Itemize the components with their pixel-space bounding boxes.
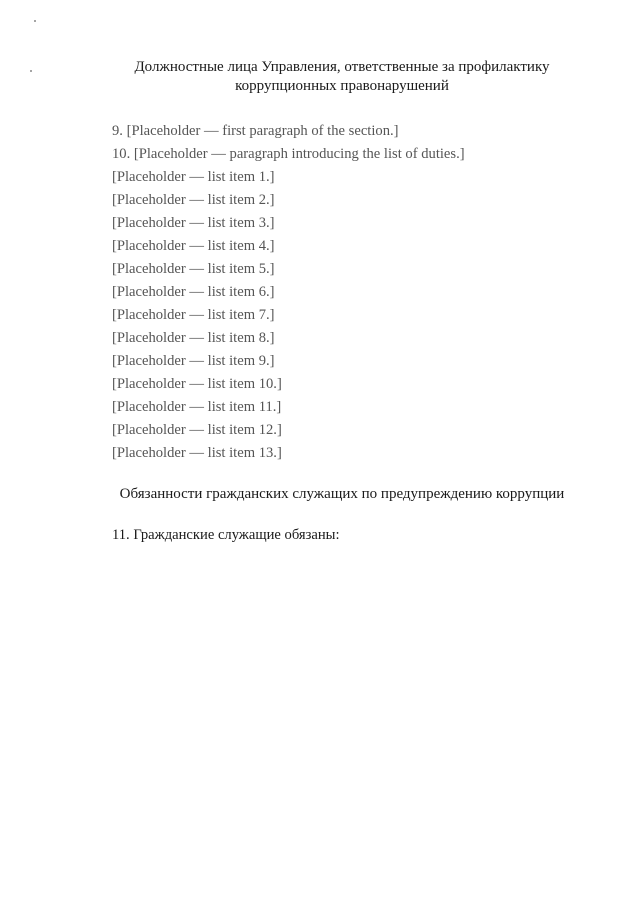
paragraph: [Placeholder — list item 1.] <box>112 169 275 185</box>
paragraph: [Placeholder — list item 10.] <box>112 376 282 392</box>
paragraph: [Placeholder — list item 6.] <box>112 284 275 300</box>
paragraph: [Placeholder — list item 11.] <box>112 399 282 415</box>
section-heading-officials: Должностные лица Управления, ответственные за профилактику коррупционных правонарушений <box>134 59 550 94</box>
paragraph-11: 11. Гражданские служащие обязаны: <box>112 527 340 543</box>
section-heading-duties: Обязанности гражданских служащих по предупреждению коррупции <box>119 486 565 502</box>
scan-speck <box>34 20 36 22</box>
paragraph: [Placeholder — list item 9.] <box>112 353 275 369</box>
paragraph: 10. [Placeholder — paragraph introducing the list of duties.] <box>112 146 465 162</box>
paragraph-list <box>84 122 600 463</box>
paragraph: [Placeholder — list item 8.] <box>112 330 275 346</box>
paragraph: [Placeholder — list item 7.] <box>112 307 275 323</box>
paragraph: 9. [Placeholder — first paragraph of the section.] <box>112 123 399 139</box>
paragraph: [Placeholder — list item 5.] <box>112 261 275 277</box>
scan-speck <box>30 70 32 72</box>
paragraph: [Placeholder — list item 2.] <box>112 192 275 208</box>
paragraph: [Placeholder — list item 13.] <box>112 445 282 461</box>
paragraph: [Placeholder — list item 4.] <box>112 238 275 254</box>
paragraph: [Placeholder — list item 3.] <box>112 215 275 231</box>
paragraph: [Placeholder — list item 12.] <box>112 422 282 438</box>
